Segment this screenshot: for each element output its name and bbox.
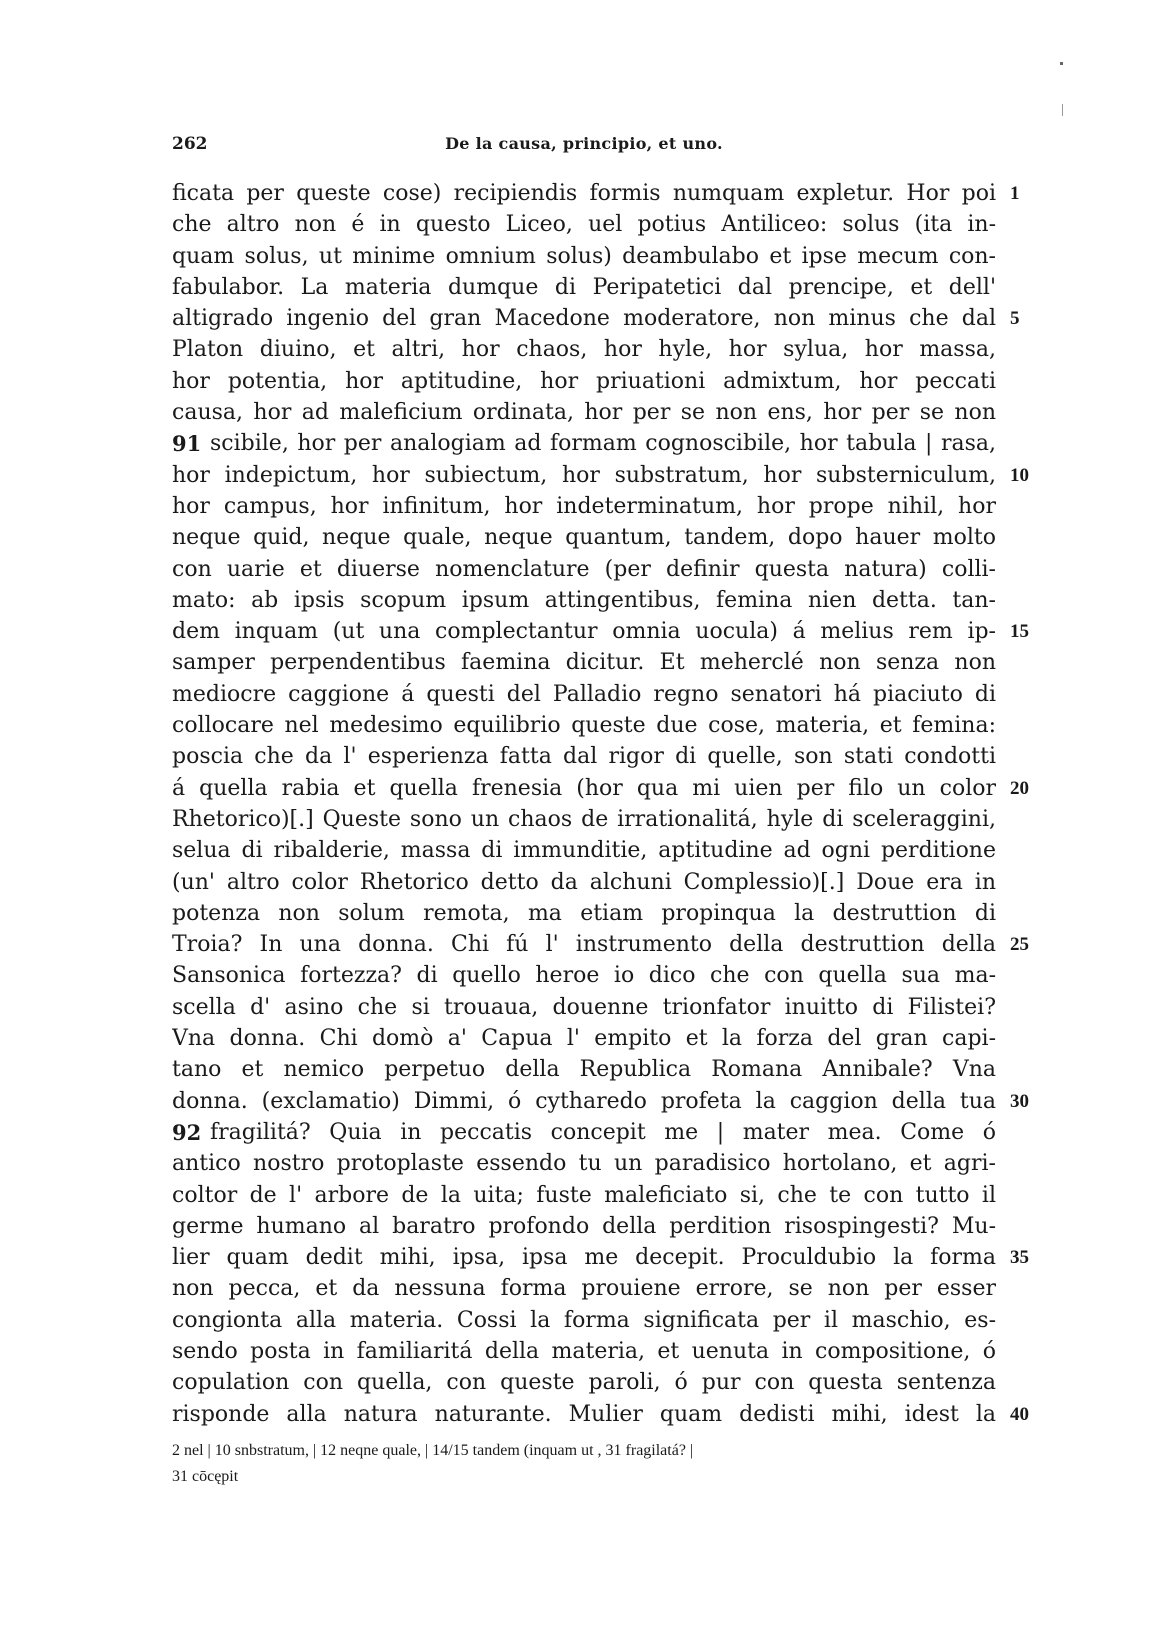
line-number: 1 (1010, 183, 1020, 204)
line-text: ficata per queste cose) recipiendis formis numquam expletur. Hor poi (172, 181, 996, 206)
line-text: tano et nemico perpetuo della Republica Romana Annibale? Vna (172, 1057, 996, 1083)
line-text: donna. (exclamatio) Dimmi, ó cytharedo profeta la caggion della tua (172, 1088, 996, 1114)
text-line (172, 272, 996, 303)
text-line (172, 585, 996, 616)
text-line (172, 303, 1020, 334)
running-title: De la causa, principio, et uno. (445, 134, 723, 153)
text-line (172, 491, 996, 522)
line-text: selua di ribalderie, massa di immunditie, aptitudine ad ogni perditione (172, 838, 996, 864)
text-line (172, 960, 996, 991)
footnote-line: 2 nel | 10 snbstratum, | 12 neqne quale, | 14/15 tandem (inquam ut , 31 fragilatá? | (172, 1442, 694, 1459)
text-line (172, 1117, 996, 1148)
text-line (172, 1399, 1029, 1430)
scan-speck (1060, 62, 1063, 65)
line-number: 30 (1010, 1090, 1029, 1112)
text-line (172, 178, 1020, 209)
text-line (172, 1336, 996, 1367)
text-line (172, 241, 996, 272)
text-line (172, 710, 996, 741)
line-number: 25 (1010, 934, 1029, 956)
line-text: antico nostro protoplaste essendo tu un paradisico hortolano, et agri- (172, 1151, 996, 1177)
text-line (172, 1242, 1029, 1273)
line-text: che altro non é in questo Liceo, uel potius Antiliceo: solus (ita in- (172, 212, 996, 238)
line-text: Vna donna. Chi domò a' Capua l' empito et la forza del gran capi- (172, 1026, 996, 1052)
line-text: hor indepictum, hor subiectum, hor substratum, hor substerniculum, (172, 462, 996, 488)
text-line (172, 1180, 996, 1211)
line-text: (un' altro color Rhetorico detto da alchuni Complessio)[.] Doue era in (172, 869, 996, 895)
line-text: copulation con quella, con queste paroli, ó pur con questa sentenza (172, 1370, 996, 1396)
line-number: 20 (1010, 777, 1029, 799)
line-text: Platon diuino, et altri, hor chaos, hor hyle, hor sylua, hor massa, (172, 337, 996, 363)
line-text: samper perpendentibus faemina dicitur. Et meherclé non senza non (172, 650, 996, 676)
line-number: 5 (1010, 308, 1020, 330)
text-line (172, 992, 996, 1023)
body-text (172, 178, 1029, 1430)
text-line (172, 898, 996, 929)
footnotes (172, 1438, 1032, 1490)
line-text: Troia? In una donna. Chi fú l' instrumento della destruttion della (172, 932, 996, 958)
text-line (172, 397, 996, 428)
line-text: Rhetorico)[.] Queste sono un chaos de irrationalitá, hyle di sceleraggini, (172, 806, 996, 832)
footnote-line: 31 cōcępit (172, 1468, 239, 1485)
text-line (172, 209, 996, 240)
text-line (172, 647, 996, 678)
text-line (172, 334, 996, 365)
text-line (172, 804, 996, 835)
line-text: causa, hor ad maleficium ordinata, hor per se non ens, hor per se non (172, 400, 996, 426)
text-line (172, 1148, 996, 1179)
line-text: collocare nel medesimo equilibrio queste due cose, materia, et femina: (172, 713, 996, 739)
edition-page-reference: 92 (172, 1119, 202, 1145)
line-text: altigrado ingenio del gran Macedone moderatore, non minus che dal (172, 306, 996, 332)
edition-page-reference: 91 (172, 431, 202, 457)
text-line (172, 867, 996, 898)
text-line (172, 1305, 996, 1336)
line-text: mato: ab ipsis scopum ipsum attingentibus, femina nien detta. tan- (172, 587, 996, 613)
line-text: sendo posta in familiaritá della materia, et uenuta in compositione, ó (172, 1338, 996, 1364)
text-line (172, 929, 1029, 960)
line-text: congionta alla materia. Cossi la forma significata per il maschio, es- (172, 1307, 996, 1333)
page-number: 262 (172, 134, 208, 154)
line-text: dem inquam (ut una complectantur omnia uocula) á melius rem ip- (172, 619, 996, 645)
text-line (172, 1023, 996, 1054)
scan-speck (1062, 104, 1063, 116)
line-number: 40 (1010, 1403, 1029, 1425)
line-text: germe humano al baratro profondo della perdition risospingesti? Mu- (172, 1213, 996, 1239)
text-line (172, 428, 996, 459)
line-text: potenza non solum remota, ma etiam propinqua la destruttion di (172, 900, 996, 926)
text-line (172, 835, 996, 866)
line-text: lier quam dedit mihi, ipsa, ipsa me decepit. Proculdubio la forma (172, 1245, 996, 1271)
line-text: mediocre caggione á questi del Palladio regno senatori há piaciuto di (172, 681, 996, 707)
text-line (172, 1367, 996, 1398)
line-number: 35 (1010, 1247, 1029, 1269)
text-line (172, 1086, 1029, 1117)
line-text: Sansonica fortezza? di quello heroe io dico che con quella sua ma- (172, 963, 996, 989)
page-header (172, 134, 996, 164)
line-text: á quella rabia et quella frenesia (hor qua mi uien per filo un color (172, 775, 996, 801)
line-text: poscia che da l' esperienza fatta dal rigor di quelle, son stati condotti (172, 744, 996, 770)
text-line (172, 1211, 996, 1242)
line-text: fabulabor. La materia dumque di Peripatetici dal prencipe, et dell' (172, 274, 996, 300)
line-text: scibile, hor per analogiam ad formam cognoscibile, hor tabula | rasa, (210, 431, 996, 457)
line-text: coltor de l' arbore de la uita; fuste maleficiato si, che te con tutto il (172, 1182, 996, 1208)
text-line (172, 616, 1029, 647)
text-line (172, 741, 996, 772)
text-line (172, 460, 1029, 491)
text-line (172, 554, 996, 585)
text-line (172, 522, 996, 553)
text-line (172, 366, 996, 397)
text-line (172, 1273, 996, 1304)
line-number: 15 (1010, 621, 1029, 643)
line-number: 10 (1010, 464, 1029, 486)
text-line (172, 679, 996, 710)
line-text: neque quid, neque quale, neque quantum, tandem, dopo hauer molto (172, 525, 996, 551)
line-text: hor potentia, hor aptitudine, hor priuationi admixtum, hor peccati (172, 368, 996, 394)
line-text: scella d' asino che si trouaua, douenne trionfator inuitto di Filistei? (172, 994, 996, 1020)
line-text: fragilitá? Quia in peccatis concepit me | mater mea. Come ó (210, 1119, 996, 1145)
text-line (172, 1054, 996, 1085)
line-text: quam solus, ut minime omnium solus) deambulabo et ipse mecum con- (172, 243, 996, 269)
line-text: con uarie et diuerse nomenclature (per definir questa natura) colli- (172, 556, 996, 582)
line-text: risponde alla natura naturante. Mulier quam dedisti mihi, idest la (172, 1401, 996, 1427)
text-line (172, 773, 1029, 804)
line-text: hor campus, hor infinitum, hor indeterminatum, hor prope nihil, hor (172, 493, 996, 519)
line-text: non pecca, et da nessuna forma prouiene errore, se non per esser (172, 1276, 996, 1302)
